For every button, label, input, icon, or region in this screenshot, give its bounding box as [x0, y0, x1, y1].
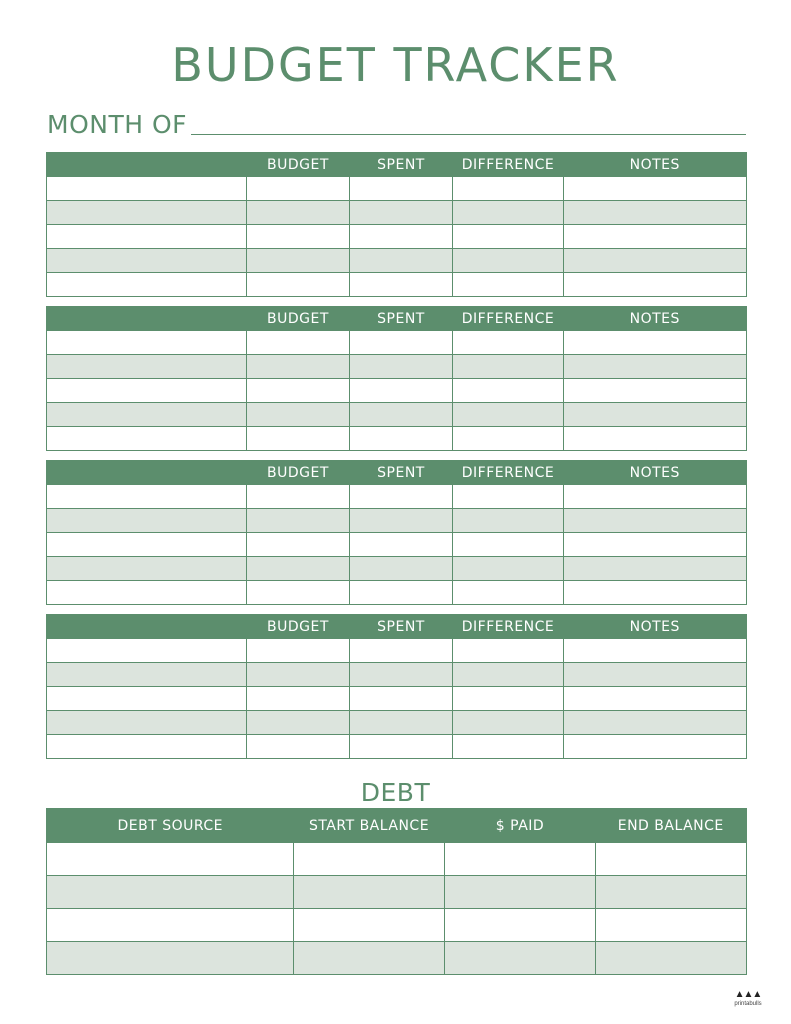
difference-cell[interactable]	[453, 225, 564, 249]
table-row	[47, 735, 747, 759]
table-row	[47, 379, 747, 403]
start-balance-cell[interactable]	[294, 876, 445, 909]
category-cell[interactable]	[47, 687, 247, 711]
budget-cell[interactable]	[247, 355, 350, 379]
notes-header: NOTES	[564, 153, 747, 177]
notes-cell[interactable]	[564, 711, 747, 735]
end-balance-header: END BALANCE	[596, 809, 747, 843]
category-cell[interactable]	[47, 249, 247, 273]
budget-table-2	[46, 306, 747, 451]
category-cell[interactable]	[47, 273, 247, 297]
budget-cell[interactable]	[247, 403, 350, 427]
notes-cell[interactable]	[564, 557, 747, 581]
difference-header: DIFFERENCE	[453, 307, 564, 331]
table-row	[47, 687, 747, 711]
notes-cell[interactable]	[564, 663, 747, 687]
end-balance-cell[interactable]	[596, 843, 747, 876]
notes-cell[interactable]	[564, 273, 747, 297]
spent-header: SPENT	[350, 615, 453, 639]
difference-header: DIFFERENCE	[453, 153, 564, 177]
spent-cell[interactable]	[350, 249, 453, 273]
table-row	[47, 177, 747, 201]
table-row	[47, 533, 747, 557]
table-row	[47, 663, 747, 687]
difference-cell[interactable]	[453, 427, 564, 451]
budget-header: BUDGET	[247, 307, 350, 331]
notes-cell[interactable]	[564, 533, 747, 557]
month-of-line[interactable]	[191, 134, 746, 135]
spent-cell[interactable]	[350, 177, 453, 201]
notes-header: NOTES	[564, 461, 747, 485]
debt-table	[46, 808, 747, 975]
notes-cell[interactable]	[564, 177, 747, 201]
notes-cell[interactable]	[564, 331, 747, 355]
difference-cell[interactable]	[453, 735, 564, 759]
spent-cell[interactable]	[350, 485, 453, 509]
budget-cell[interactable]	[247, 663, 350, 687]
paid-header: $ PAID	[445, 809, 596, 843]
budget-cell[interactable]	[247, 177, 350, 201]
table-row	[47, 331, 747, 355]
notes-cell[interactable]	[564, 735, 747, 759]
notes-cell[interactable]	[564, 485, 747, 509]
table-row	[47, 273, 747, 297]
spent-cell[interactable]	[350, 687, 453, 711]
budget-cell[interactable]	[247, 379, 350, 403]
budget-cell[interactable]	[247, 331, 350, 355]
paid-cell[interactable]	[445, 909, 596, 942]
difference-cell[interactable]	[453, 581, 564, 605]
end-balance-cell[interactable]	[596, 942, 747, 975]
spent-cell[interactable]	[350, 201, 453, 225]
spent-cell[interactable]	[350, 557, 453, 581]
table-header-row	[47, 307, 747, 331]
notes-cell[interactable]	[564, 509, 747, 533]
difference-cell[interactable]	[453, 711, 564, 735]
spent-header: SPENT	[350, 461, 453, 485]
table-row	[47, 403, 747, 427]
month-of-label: MONTH OF	[47, 110, 188, 139]
budget-cell[interactable]	[247, 711, 350, 735]
table-row	[47, 581, 747, 605]
budget-cell[interactable]	[247, 557, 350, 581]
debt-source-header: DEBT SOURCE	[47, 809, 294, 843]
table-row	[47, 639, 747, 663]
notes-cell[interactable]	[564, 687, 747, 711]
category-cell[interactable]	[47, 331, 247, 355]
category-cell[interactable]	[47, 581, 247, 605]
spent-cell[interactable]	[350, 711, 453, 735]
budget-cell[interactable]	[247, 735, 350, 759]
budget-cell[interactable]	[247, 249, 350, 273]
end-balance-cell[interactable]	[596, 909, 747, 942]
difference-cell[interactable]	[453, 509, 564, 533]
difference-cell[interactable]	[453, 273, 564, 297]
difference-cell[interactable]	[453, 379, 564, 403]
category-cell[interactable]	[47, 735, 247, 759]
month-of-field	[47, 105, 746, 137]
spent-cell[interactable]	[350, 663, 453, 687]
table-row	[47, 355, 747, 379]
budget-cell[interactable]	[247, 581, 350, 605]
category-header	[47, 153, 247, 177]
debt-source-cell[interactable]	[47, 876, 294, 909]
debt-source-cell[interactable]	[47, 942, 294, 975]
difference-cell[interactable]	[453, 687, 564, 711]
paid-cell[interactable]	[445, 876, 596, 909]
spent-cell[interactable]	[350, 403, 453, 427]
start-balance-header: START BALANCE	[294, 809, 445, 843]
category-cell[interactable]	[47, 509, 247, 533]
category-cell[interactable]	[47, 427, 247, 451]
difference-cell[interactable]	[453, 403, 564, 427]
category-cell[interactable]	[47, 225, 247, 249]
budget-table-4	[46, 614, 747, 759]
category-cell[interactable]	[47, 379, 247, 403]
spent-header: SPENT	[350, 153, 453, 177]
printabulls-logo	[728, 990, 768, 1012]
category-cell[interactable]	[47, 533, 247, 557]
budget-table-1	[46, 152, 747, 297]
logo-text: printabulls	[734, 1001, 762, 1007]
difference-cell[interactable]	[453, 663, 564, 687]
difference-cell[interactable]	[453, 249, 564, 273]
table-row	[47, 711, 747, 735]
paid-cell[interactable]	[445, 843, 596, 876]
difference-cell[interactable]	[453, 201, 564, 225]
category-header	[47, 307, 247, 331]
budget-header: BUDGET	[247, 615, 350, 639]
page-title: BUDGET TRACKER	[171, 38, 620, 92]
table-header-row	[47, 153, 747, 177]
category-cell[interactable]	[47, 177, 247, 201]
spent-cell[interactable]	[350, 355, 453, 379]
budget-cell[interactable]	[247, 509, 350, 533]
category-cell[interactable]	[47, 663, 247, 687]
notes-cell[interactable]	[564, 403, 747, 427]
paid-cell[interactable]	[445, 942, 596, 975]
debt-row	[47, 909, 747, 942]
difference-cell[interactable]	[453, 485, 564, 509]
budget-cell[interactable]	[247, 687, 350, 711]
budget-cell[interactable]	[247, 533, 350, 557]
spent-cell[interactable]	[350, 379, 453, 403]
budget-table-3	[46, 460, 747, 605]
table-row	[47, 225, 747, 249]
table-row	[47, 201, 747, 225]
spent-cell[interactable]	[350, 273, 453, 297]
spent-cell[interactable]	[350, 509, 453, 533]
notes-cell[interactable]	[564, 581, 747, 605]
table-row	[47, 557, 747, 581]
budget-cell[interactable]	[247, 485, 350, 509]
category-cell[interactable]	[47, 485, 247, 509]
category-cell[interactable]	[47, 639, 247, 663]
debt-row	[47, 942, 747, 975]
category-cell[interactable]	[47, 557, 247, 581]
end-balance-cell[interactable]	[596, 876, 747, 909]
difference-header: DIFFERENCE	[453, 461, 564, 485]
difference-cell[interactable]	[453, 355, 564, 379]
notes-cell[interactable]	[564, 639, 747, 663]
table-row	[47, 485, 747, 509]
debt-title: DEBT	[360, 778, 431, 807]
table-header-row	[47, 461, 747, 485]
table-row	[47, 509, 747, 533]
start-balance-cell[interactable]	[294, 843, 445, 876]
category-header	[47, 615, 247, 639]
table-row	[47, 427, 747, 451]
difference-cell[interactable]	[453, 557, 564, 581]
difference-cell[interactable]	[453, 639, 564, 663]
notes-header: NOTES	[564, 615, 747, 639]
table-row	[47, 249, 747, 273]
difference-cell[interactable]	[453, 177, 564, 201]
notes-header: NOTES	[564, 307, 747, 331]
start-balance-cell[interactable]	[294, 909, 445, 942]
spent-cell[interactable]	[350, 735, 453, 759]
difference-cell[interactable]	[453, 331, 564, 355]
spent-cell[interactable]	[350, 639, 453, 663]
budget-header: BUDGET	[247, 461, 350, 485]
budget-cell[interactable]	[247, 201, 350, 225]
notes-cell[interactable]	[564, 201, 747, 225]
notes-cell[interactable]	[564, 225, 747, 249]
notes-cell[interactable]	[564, 355, 747, 379]
budget-cell[interactable]	[247, 427, 350, 451]
budget-cell[interactable]	[247, 639, 350, 663]
debt-header-row	[47, 809, 747, 843]
table-header-row	[47, 615, 747, 639]
difference-header: DIFFERENCE	[453, 615, 564, 639]
notes-cell[interactable]	[564, 427, 747, 451]
bull-icon: ▲▲▲	[734, 989, 762, 1000]
difference-cell[interactable]	[453, 533, 564, 557]
budget-cell[interactable]	[247, 225, 350, 249]
spent-cell[interactable]	[350, 427, 453, 451]
notes-cell[interactable]	[564, 379, 747, 403]
notes-cell[interactable]	[564, 249, 747, 273]
category-cell[interactable]	[47, 711, 247, 735]
category-cell[interactable]	[47, 201, 247, 225]
budget-cell[interactable]	[247, 273, 350, 297]
debt-row	[47, 843, 747, 876]
spent-header: SPENT	[350, 307, 453, 331]
debt-row	[47, 876, 747, 909]
start-balance-cell[interactable]	[294, 942, 445, 975]
spent-cell[interactable]	[350, 533, 453, 557]
debt-source-cell[interactable]	[47, 909, 294, 942]
budget-header: BUDGET	[247, 153, 350, 177]
category-header	[47, 461, 247, 485]
spent-cell[interactable]	[350, 225, 453, 249]
spent-cell[interactable]	[350, 581, 453, 605]
debt-source-cell[interactable]	[47, 843, 294, 876]
category-cell[interactable]	[47, 403, 247, 427]
category-cell[interactable]	[47, 355, 247, 379]
spent-cell[interactable]	[350, 331, 453, 355]
